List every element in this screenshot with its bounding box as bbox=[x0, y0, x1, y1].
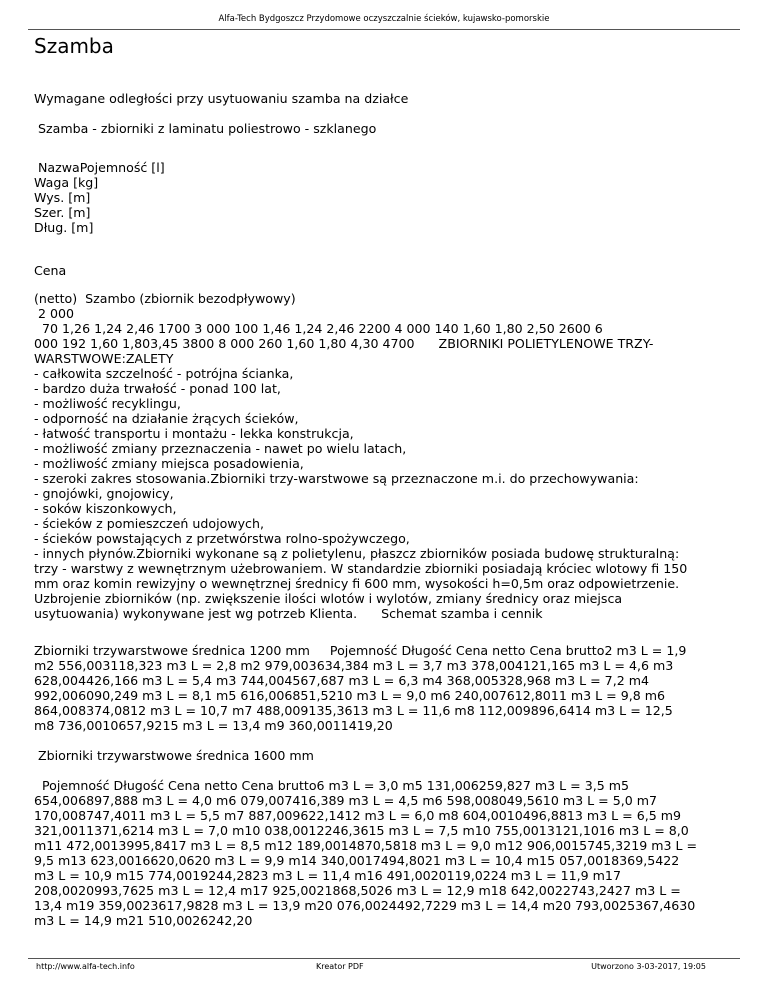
body-line: - ścieków powstających z przetwórstwa rolno-spożywczego, bbox=[34, 531, 410, 546]
body-line: - możliwość recyklingu, bbox=[34, 396, 181, 411]
footer-created-date: Utworzono 3-03-2017, 19:05 bbox=[591, 962, 706, 971]
body-line: 70 1,26 1,24 2,46 1700 3 000 100 1,46 1,24 2,46 2200 4 000 140 1,60 1,80 2,50 2600 6 bbox=[34, 321, 603, 336]
body-line: trzy - warstwy z wewnętrznym użebrowaniem. W standardzie zbiorniki posiadają króciec wlotowy fi 150 bbox=[34, 561, 688, 576]
footer-divider bbox=[28, 958, 740, 959]
body-line: m2 556,003118,323 m3 L = 2,8 m2 979,003634,384 m3 L = 3,7 m3 378,004121,165 m3 L = 4,6 m3 bbox=[34, 658, 674, 673]
body-line: 864,008374,0812 m3 L = 10,7 m7 488,009135,3613 m3 L = 11,6 m8 112,009896,6414 m3 L = 12,5 bbox=[34, 703, 673, 718]
table-header-line: NazwaPojemność [l] bbox=[34, 160, 165, 175]
body-line: 654,006897,888 m3 L = 4,0 m6 079,007416,389 m3 L = 4,5 m6 598,008049,5610 m3 L = 5,0 m7 bbox=[34, 793, 658, 808]
body-line: m11 472,0013995,8417 m3 L = 8,5 m12 189,0014870,5818 m3 L = 9,0 m12 906,0015745,3219 m3 L = bbox=[34, 838, 698, 853]
heading-1600mm: Zbiorniki trzywarstwowe średnica 1600 mm bbox=[34, 748, 314, 763]
body-line: mm oraz komin rewizyjny o wewnętrznej średnicy fi 600 mm, wysokości h=0,5m oraz odpowietrzenie. bbox=[34, 576, 680, 591]
body-line: - możliwość zmiany przeznaczenia - nawet po wielu latach, bbox=[34, 441, 407, 456]
body-line: Pojemność Długość Cena netto Cena brutto6 m3 L = 3,0 m5 131,006259,827 m3 L = 3,5 m5 bbox=[34, 778, 630, 793]
body-line: 170,008747,4011 m3 L = 5,5 m7 887,009622,1412 m3 L = 6,0 m8 604,0010496,8813 m3 L = 6,5 m9 bbox=[34, 808, 682, 823]
body-line: - soków kiszonkowych, bbox=[34, 501, 177, 516]
table-header-line: Waga [kg] bbox=[34, 175, 99, 190]
body-line: 9,5 m13 623,0016620,0620 m3 L = 9,9 m14 340,0017494,8021 m3 L = 10,4 m15 057,0018369,5422 bbox=[34, 853, 680, 868]
body-line: m3 L = 14,9 m21 510,0026242,20 bbox=[34, 913, 253, 928]
body-line: usytuowania) wykonywane jest wg potrzeb Klienta. Schemat szamba i cennik bbox=[34, 606, 543, 621]
body-line: - bardzo duża trwałość - ponad 100 lat, bbox=[34, 381, 281, 396]
body-line: - odporność na działanie żrących ścieków, bbox=[34, 411, 299, 426]
footer-creator: Kreator PDF bbox=[316, 962, 364, 971]
body-line: Zbiorniki trzywarstwowe średnica 1200 mm Pojemność Długość Cena netto Cena brutto2 m3 L = 1,9 bbox=[34, 643, 687, 658]
body-line: - gnojówki, gnojowicy, bbox=[34, 486, 174, 501]
body-line: 208,0020993,7625 m3 L = 12,4 m17 925,0021868,5026 m3 L = 12,9 m18 642,0022743,2427 m3 L = bbox=[34, 883, 681, 898]
body-line: 000 192 1,60 1,803,45 3800 8 000 260 1,60 1,80 4,30 4700 ZBIORNIKI POLIETYLENOWE TRZY- bbox=[34, 336, 654, 351]
body-line: m3 L = 10,9 m15 774,0019244,2823 m3 L = 11,4 m16 491,0020119,0224 m3 L = 11,9 m17 bbox=[34, 868, 621, 883]
subtitle: Wymagane odległości przy usytuowaniu szamba na działce bbox=[34, 91, 409, 106]
body-line: WARSTWOWE:ZALETY bbox=[34, 351, 174, 366]
body-line: 628,004426,166 m3 L = 5,4 m3 744,004567,687 m3 L = 6,3 m4 368,005328,968 m3 L = 7,2 m4 bbox=[34, 673, 649, 688]
table-header-line: Dług. [m] bbox=[34, 220, 94, 235]
footer-url-link[interactable]: http://www.alfa-tech.info bbox=[36, 962, 135, 971]
body-line: - łatwość transportu i montażu - lekka konstrukcja, bbox=[34, 426, 354, 441]
table-header-line: Szer. [m] bbox=[34, 205, 91, 220]
body-line: - całkowita szczelność - potrójna ścianka, bbox=[34, 366, 294, 381]
body-line: - ścieków z pomieszczeń udojowych, bbox=[34, 516, 264, 531]
body-line: - szeroki zakres stosowania.Zbiorniki trzy-warstwowe są przeznaczone m.i. do przechowywania: bbox=[34, 471, 639, 486]
body-line: 2 000 bbox=[34, 306, 75, 321]
body-line: 992,006090,249 m3 L = 8,1 m5 616,006851,5210 m3 L = 9,0 m6 240,007612,8011 m3 L = 9,8 m6 bbox=[34, 688, 666, 703]
body-line: m8 736,0010657,9215 m3 L = 13,4 m9 360,0011419,20 bbox=[34, 718, 393, 733]
body-line: 13,4 m19 359,0023617,9828 m3 L = 13,9 m20 076,0024492,7229 m3 L = 14,4 m20 793,0025367,4630 bbox=[34, 898, 696, 913]
page-title: Szamba bbox=[34, 34, 114, 58]
body-line: - możliwość zmiany miejsca posadowienia, bbox=[34, 456, 304, 471]
header-divider bbox=[28, 29, 740, 30]
body-line: Uzbrojenie zbiorników (np. zwiększenie ilości wlotów i wylotów, zmiany średnicy oraz miejsca bbox=[34, 591, 623, 606]
price-label: Cena bbox=[34, 263, 67, 278]
table-header-line: Wys. [m] bbox=[34, 190, 91, 205]
body-line: (netto) Szambo (zbiornik bezodpływowy) bbox=[34, 291, 296, 306]
page-header: Alfa-Tech Bydgoszcz Przydomowe oczyszczalnie ścieków, kujawsko-pomorskie bbox=[218, 14, 550, 24]
body-line: 321,0011371,6214 m3 L = 7,0 m10 038,0012246,3615 m3 L = 7,5 m10 755,0013121,1016 m3 L = 8,0 bbox=[34, 823, 689, 838]
section-heading: Szamba - zbiorniki z laminatu poliestrowo - szklanego bbox=[34, 121, 377, 136]
body-line: - innych płynów.Zbiorniki wykonane są z polietylenu, płaszcz zbiorników posiada budowę strukturalną: bbox=[34, 546, 680, 561]
